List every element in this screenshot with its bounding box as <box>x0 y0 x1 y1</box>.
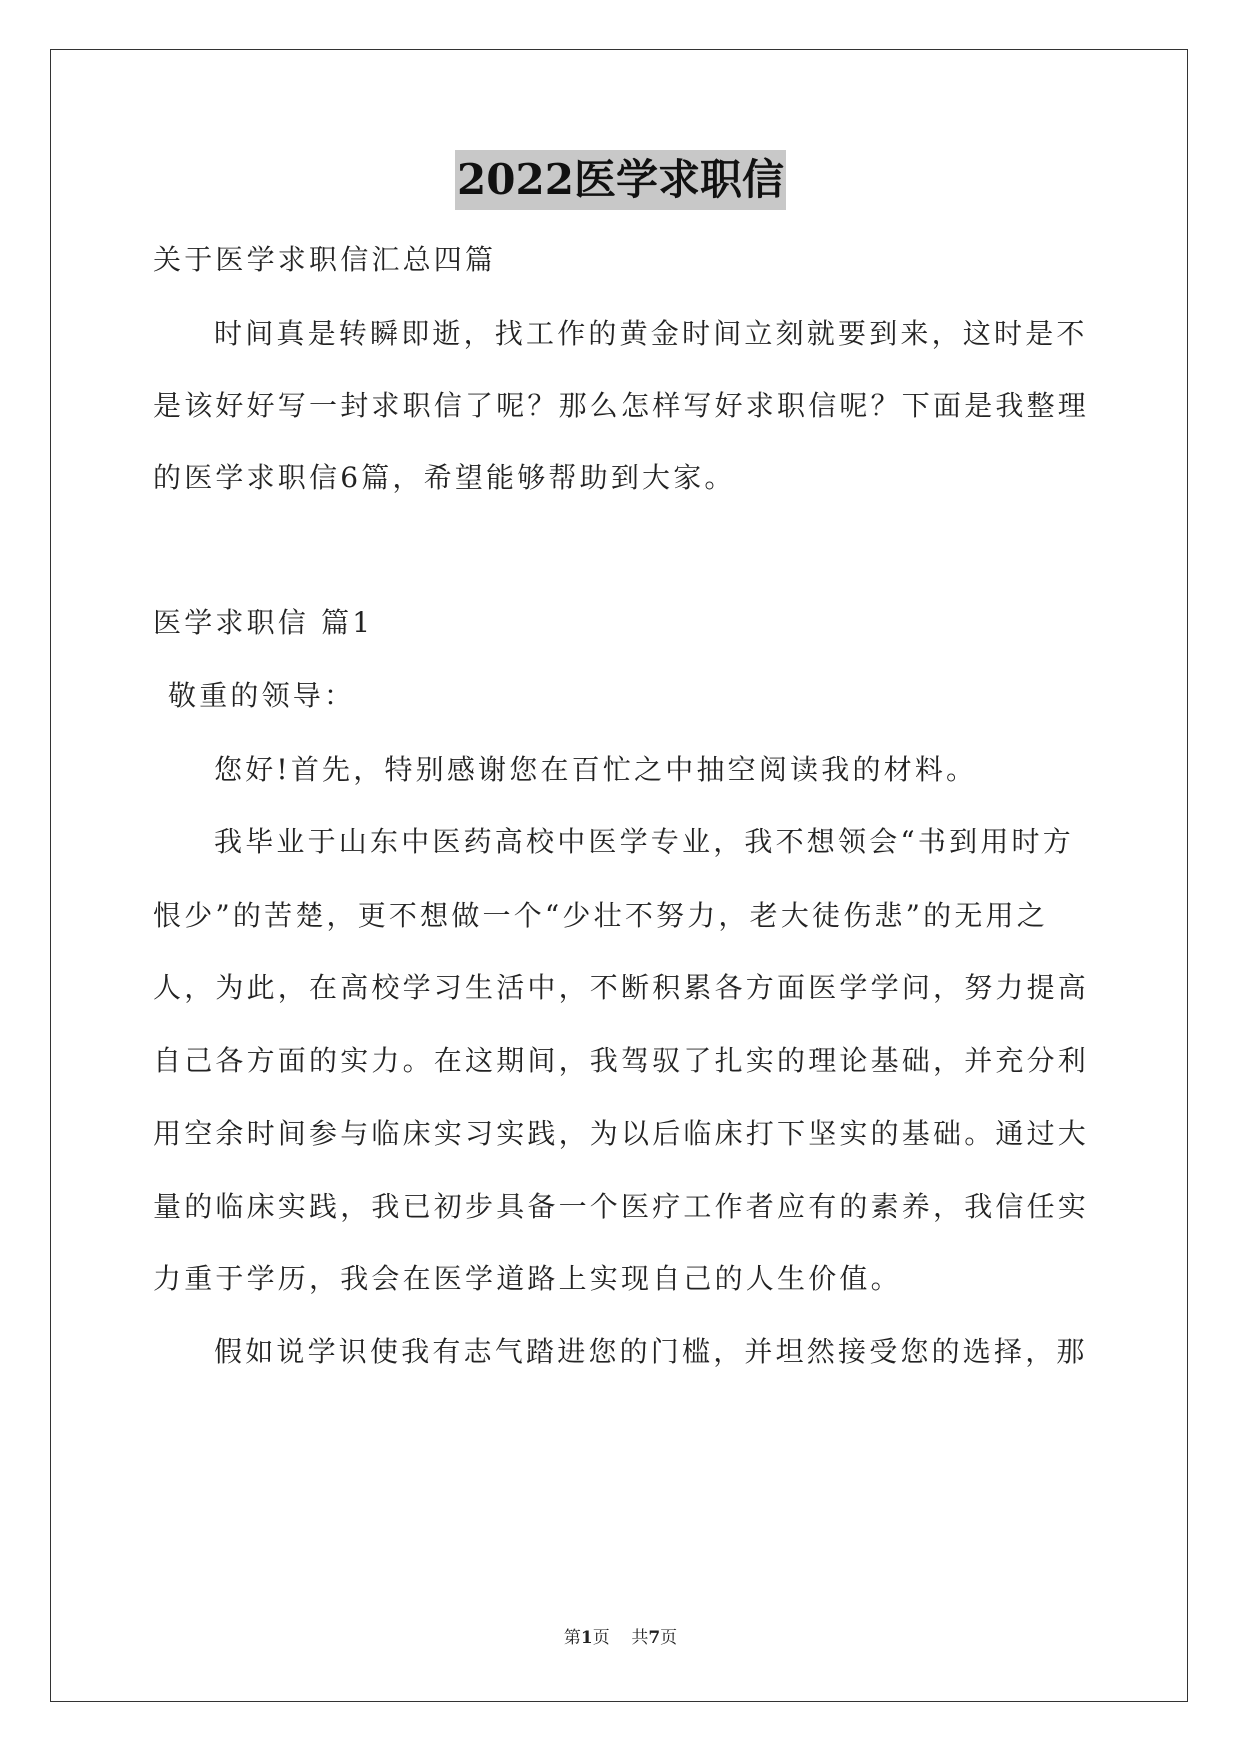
body-line: 量的临床实践，我已初步具备一个医疗工作者应有的素养，我信任实 <box>153 1190 1090 1223</box>
body-line: 您好!首先，特别感谢您在百忙之中抽空阅读我的材料。 <box>214 753 978 786</box>
footer-page-current: 1 <box>580 1628 593 1648</box>
document-title-wrapper <box>0 150 1241 210</box>
salutation: 敬重的领导： <box>168 679 356 712</box>
body-line: 的医学求职信6篇，希望能够帮助到大家。 <box>153 461 736 494</box>
body-line: 假如说学识使我有志气踏进您的门槛，并坦然接受您的选择，那 <box>214 1335 1088 1368</box>
document-title: 2022医学求职信 <box>455 150 786 210</box>
body-line: 恨少”的苦楚，更不想做一个“少壮不努力，老大徒伤悲”的无用之 <box>153 899 1048 932</box>
page-footer <box>0 1623 1241 1648</box>
body-line: 我毕业于山东中医药高校中医学专业，我不想领会“书到用时方 <box>214 825 1074 858</box>
section-heading: 医学求职信 篇1 <box>153 606 374 639</box>
footer-total-suffix: 页 <box>660 1628 678 1648</box>
footer-page-prefix: 第 <box>563 1628 581 1648</box>
subtitle: 关于医学求职信汇总四篇 <box>153 243 497 276</box>
body-line: 人，为此，在高校学习生活中，不断积累各方面医学学问，努力提高 <box>153 971 1090 1004</box>
body-line: 时间真是转瞬即逝，找工作的黄金时间立刻就要到来，这时是不 <box>214 317 1088 350</box>
body-line: 自己各方面的实力。在这期间，我驾驭了扎实的理论基础，并充分利 <box>153 1044 1090 1077</box>
body-line: 用空余时间参与临床实习实践，为以后临床打下坚实的基础。通过大 <box>153 1117 1090 1150</box>
body-line: 是该好好写一封求职信了呢？那么怎样写好求职信呢？下面是我整理 <box>153 389 1090 422</box>
footer-page-suffix: 页 <box>592 1628 610 1648</box>
body-line: 力重于学历，我会在医学道路上实现自己的人生价值。 <box>153 1262 902 1295</box>
footer-total-prefix: 共 <box>631 1628 649 1648</box>
page-border <box>50 49 1188 1702</box>
footer-page-total: 7 <box>648 1628 661 1648</box>
